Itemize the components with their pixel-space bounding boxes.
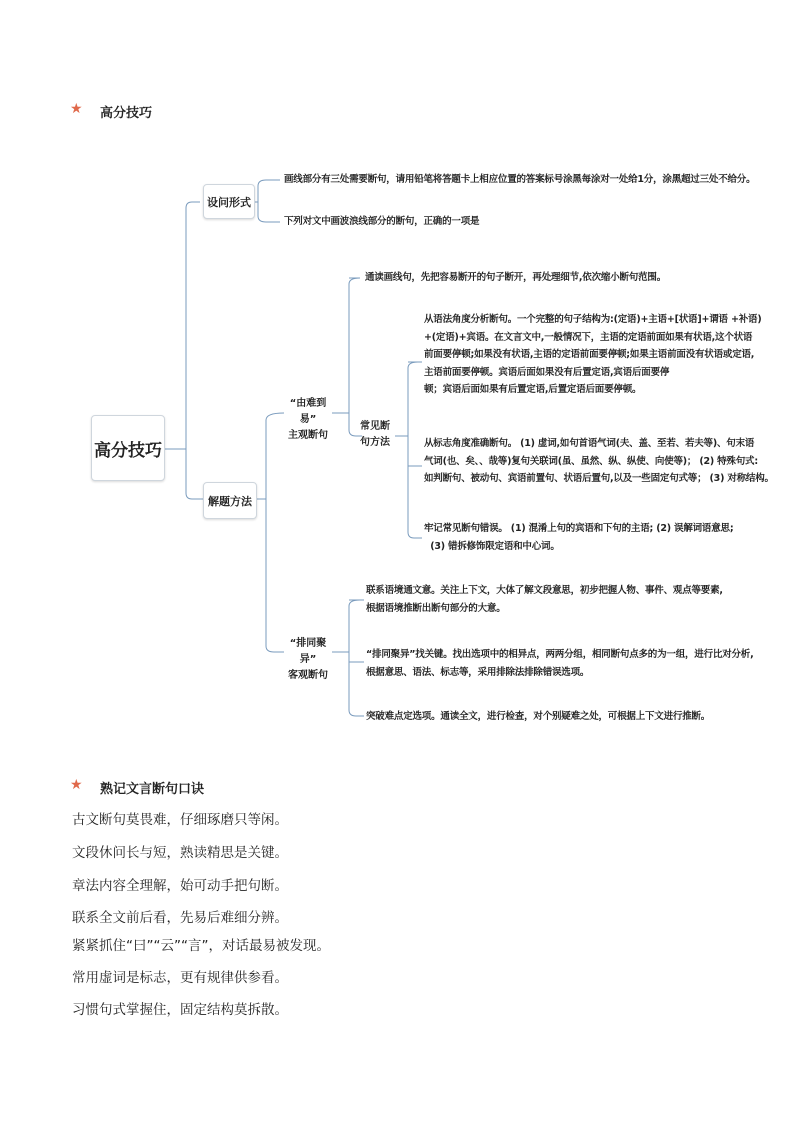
mnemonic-line-1: 古文断句莫畏难，仔细琢磨只等闲。 [72, 812, 288, 828]
objective-item-line: 联系语境通文意。关注上下文，大体了解文段意思，初步把握人物、事件、观点等要素, [366, 585, 723, 596]
sub-subjective-line1: “由难到易” [289, 398, 327, 425]
mnemonic-line-5: 紧紧抓住“曰”“云”“言”，对话最易被发现。 [72, 938, 330, 954]
sub-objective-line2: 客观断句 [288, 670, 328, 681]
method-markers [424, 435, 774, 488]
question-format-item-2: 下列对文中画波浪线部分的断句，正确的一项是 [284, 216, 480, 227]
section-title-high-score: 高分技巧 [100, 106, 153, 121]
method-grammar-line: 主语前面要停顿。宾语后面如果没有后置定语,宾语后面要停 [424, 366, 670, 378]
objective-item-1 [366, 582, 723, 617]
method-grammar-line: 顿；宾语后面如果有后置定语,后置定语后面要停顿。 [424, 384, 642, 395]
method-grammar-line: 前面要停顿;如果没有状语,主语的定语前面要停顿;如果主语前面没有状语或定语, [424, 349, 755, 360]
method-markers-line: 从标志角度准确断句。 (1) 虚词,如句首语气词(夫、盖、至若、若夫等)、句末语 [424, 438, 755, 449]
sub-objective-line1: “排同聚异” [289, 638, 327, 665]
sub-subjective-line2: 主观断句 [288, 430, 328, 441]
mnemonic-line-7: 习惯句式掌握住，固定结构莫拆散。 [72, 1002, 288, 1018]
objective-item-line: 根据语境推断出断句部分的大意。 [366, 602, 506, 614]
method-grammar [424, 311, 761, 399]
branch-solving-method-label: 解题方法 [208, 494, 252, 508]
branch-question-format-label: 设问形式 [207, 195, 251, 209]
method-grammar-line: +(定语)+宾语。在文言文中,一般情况下，主语的定语前面如果有状语,这个状语 [424, 331, 753, 343]
objective-item-line: 突破难点定选项。通读全文，进行检查，对个别疑难之处，可根据上下文进行推断。 [366, 711, 711, 722]
mnemonic-line-3: 章法内容全理解，始可动手把句断。 [72, 878, 288, 894]
mnemonic-line-2: 文段休问长与短，熟读精思是关键。 [72, 845, 288, 861]
objective-item-2 [366, 646, 754, 681]
objective-item-line: “排同聚异”找关键。找出选项中的相异点，两两分组，相同断句点多的为一组，进行比对分析, [366, 649, 754, 660]
question-format-item-1: 画线部分有三处需要断句，请用铅笔将答题卡上相应位置的答案标号涂黑每涂对一处给1分，涂黑超过三处不给分。 [284, 174, 756, 185]
mindmap-root-node [91, 415, 165, 481]
mnemonic-line-6: 常用虚词是标志，更有规律供参看。 [72, 970, 288, 986]
sub-subjective-label [282, 396, 334, 444]
method-grammar-line: 从语法角度分析断句。一个完整的句子结构为:(定语)+主语+[状语]+谓语 +补语) [424, 314, 762, 325]
root-label: 高分技巧 [94, 440, 162, 461]
branch-question-format [203, 184, 255, 219]
method-markers-line: 气词(也、矣、、哉等)复句关联词(虽、虽然、纵、纵使、向使等)； (2) 特殊句式: [424, 455, 758, 467]
star-icon: ★ [70, 101, 83, 117]
section-title-mnemonic: 熟记文言断句口诀 [100, 782, 205, 797]
method-errors-line: (3) 错拆修饰限定语和中心词。 [424, 540, 560, 552]
method-errors-line: 牢记常见断句错误。 (1) 混淆上句的宾语和下句的主语; (2) 误解词语意思; [424, 523, 734, 534]
star-icon: ★ [70, 777, 83, 793]
objective-item-3 [366, 708, 710, 726]
method-common-errors [424, 520, 733, 555]
subjective-intro: 通读画线句，先把容易断开的句子断开，再处理细节,依次缩小断句范围。 [365, 272, 667, 283]
objective-item-line: 根据意思、语法、标志等，采用排除法排除错误选项。 [366, 666, 590, 678]
common-methods-label [360, 419, 396, 451]
common-methods-line1: 常见断 [360, 421, 390, 432]
method-markers-line: 如判断句、被动句、宾语前置句、状语后置句,以及一些固定句式等； (3) 对称结构。 [424, 473, 774, 484]
mnemonic-line-4: 联系全文前后看，先易后难细分辨。 [72, 910, 288, 926]
common-methods-line2: 句方法 [360, 437, 390, 448]
branch-solving-method [203, 482, 257, 519]
sub-objective-label [282, 636, 334, 684]
